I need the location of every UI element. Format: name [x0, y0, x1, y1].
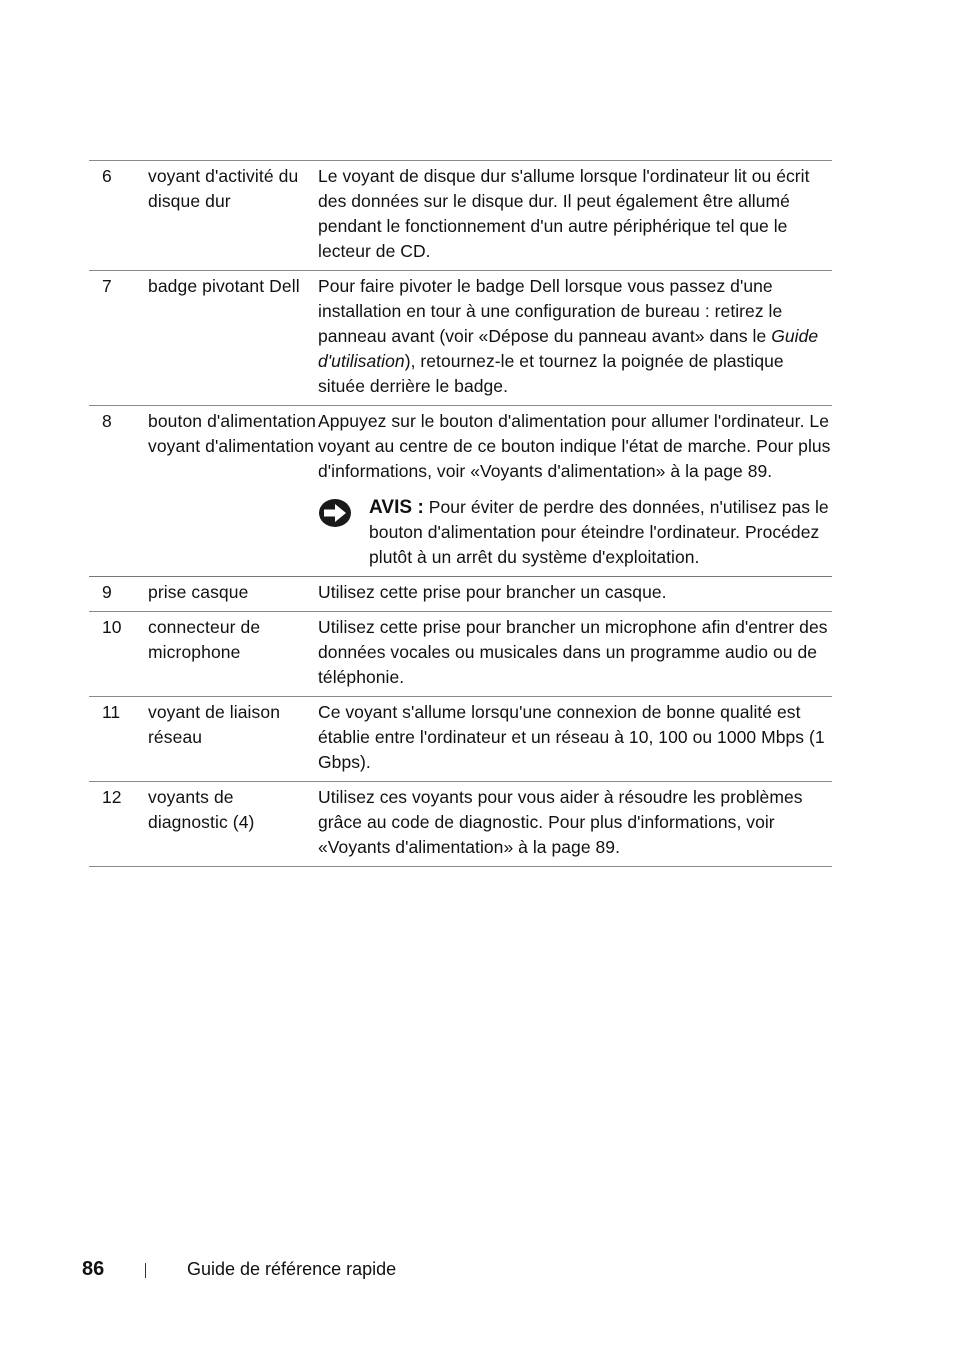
table-row	[89, 406, 832, 577]
row-number: 12	[102, 787, 122, 807]
component-name: voyant de liaison réseau	[148, 702, 281, 747]
component-name: prise casque	[148, 582, 249, 602]
component-description: Le voyant de disque dur s'allume lorsque l'ordinateur lit ou écrit des données sur le disque dur. Il peut également être allumé pendant le fonctionnement d'un autre périphérique tel que le lecteur de CD.	[318, 166, 810, 261]
table-row	[89, 271, 832, 406]
guide-title: Guide d'utilisation	[318, 326, 819, 371]
row-number: 11	[102, 702, 121, 722]
component-name-line: voyant d'alimentation	[148, 436, 314, 456]
component-description	[318, 274, 832, 399]
footer-title: Guide de référence rapide	[187, 1259, 397, 1279]
row-number: 7	[102, 276, 112, 296]
component-name	[148, 409, 318, 570]
notice-box	[318, 495, 832, 570]
component-name: voyants de diagnostic (4)	[148, 787, 255, 832]
component-description: Utilisez cette prise pour brancher un casque.	[318, 582, 667, 602]
component-description: Utilisez ces voyants pour vous aider à résoudre les problèmes grâce au code de diagnostic. Pour plus d'informations, voir «Voyants d'alimentation» à la page 89.	[318, 787, 803, 857]
component-name: connecteur de microphone	[148, 617, 261, 662]
table-row	[89, 161, 832, 271]
component-description	[318, 409, 832, 570]
table-row	[89, 782, 832, 867]
notice-label: AVIS :	[369, 497, 424, 518]
description-text: Appuyez sur le bouton d'alimentation pour allumer l'ordinateur. Le voyant au centre de ce bouton indique l'état de marche. Pour plus d'informations, voir «Voyants d'alimentation» à la page 89.	[318, 411, 831, 481]
component-description: Ce voyant s'allume lorsqu'une connexion de bonne qualité est établie entre l'ordinateur et un réseau à 10, 100 ou 1000 Mbps (1 Gbps).	[318, 702, 825, 772]
notice-text	[369, 495, 832, 570]
table-row	[89, 612, 832, 697]
row-number: 10	[102, 617, 122, 637]
row-number: 9	[102, 582, 112, 602]
table-row	[89, 577, 832, 612]
page-number: 86	[82, 1258, 105, 1280]
notice-arrow-icon	[318, 495, 369, 570]
component-name: badge pivotant Dell	[148, 276, 300, 296]
notice-body: Pour éviter de perdre des données, n'utilisez pas le bouton d'alimentation pour éteindre l'ordinateur. Procédez plutôt à un arrêt du système d'exploitation.	[369, 497, 829, 567]
row-number: 6	[102, 166, 112, 186]
component-name: voyant d'activité du disque dur	[148, 166, 299, 211]
footer-separator	[145, 1263, 146, 1278]
component-table	[89, 160, 832, 867]
description-text: Pour faire pivoter le badge Dell lorsque vous passez d'une installation en tour à une configuration de bureau : retirez le panneau avant (voir «Dépose du panneau avant» dans le	[318, 276, 783, 346]
table-row	[89, 697, 832, 782]
description-text: ), retournez-le et tournez la poignée de plastique située derrière le badge.	[318, 351, 784, 396]
component-description: Utilisez cette prise pour brancher un microphone afin d'entrer des données vocales ou musicales dans un programme audio ou de téléphonie.	[318, 617, 828, 687]
row-number: 8	[102, 411, 112, 431]
component-name-line: bouton d'alimentation	[148, 411, 316, 431]
